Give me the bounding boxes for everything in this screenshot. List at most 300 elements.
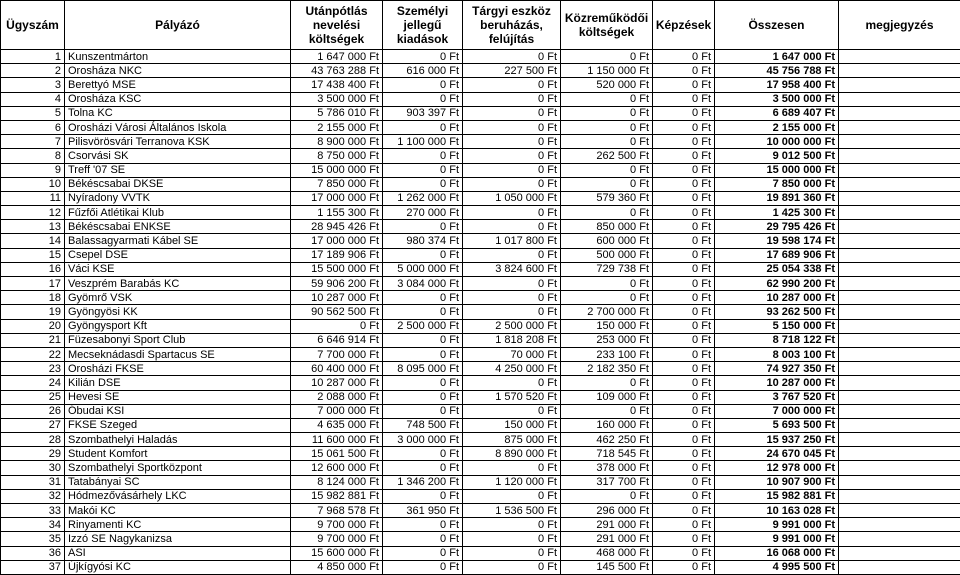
total-amount: 19 598 174 Ft (715, 234, 839, 248)
header-line: Pályázó (155, 18, 200, 32)
personnel-costs: 1 262 000 Ft (383, 191, 463, 205)
applicant-name: Student Komfort (65, 447, 291, 461)
personnel-costs: 1 346 200 Ft (383, 475, 463, 489)
total-amount: 3 767 520 Ft (715, 390, 839, 404)
applicant-name: Orosházi FKSE (65, 362, 291, 376)
applicant-name: Gyöngyösi KK (65, 305, 291, 319)
total-amount: 74 927 350 Ft (715, 362, 839, 376)
contributor-costs: 0 Ft (561, 291, 653, 305)
youth-costs: 6 646 914 Ft (291, 333, 383, 347)
youth-costs: 8 900 000 Ft (291, 135, 383, 149)
contributor-costs: 291 000 Ft (561, 532, 653, 546)
header-utanpotlas (291, 1, 383, 50)
row-number: 32 (1, 489, 65, 503)
remark (839, 362, 960, 376)
total-amount: 24 670 045 Ft (715, 447, 839, 461)
header-row (1, 1, 960, 50)
table-row (1, 518, 960, 532)
personnel-costs: 0 Ft (383, 305, 463, 319)
personnel-costs: 616 000 Ft (383, 64, 463, 78)
total-amount: 10 163 028 Ft (715, 504, 839, 518)
asset-investment: 0 Ft (463, 376, 561, 390)
applicant-name: Mecseknádasdi Spartacus SE (65, 347, 291, 361)
contributor-costs: 462 250 Ft (561, 433, 653, 447)
training-costs: 0 Ft (653, 135, 715, 149)
applicant-name: Rinyamenti KC (65, 518, 291, 532)
training-costs: 0 Ft (653, 206, 715, 220)
personnel-costs: 0 Ft (383, 546, 463, 560)
training-costs: 0 Ft (653, 78, 715, 92)
table-row (1, 120, 960, 134)
contributor-costs: 150 000 Ft (561, 319, 653, 333)
row-number: 21 (1, 333, 65, 347)
personnel-costs: 8 095 000 Ft (383, 362, 463, 376)
total-amount: 3 500 000 Ft (715, 92, 839, 106)
contributor-costs: 0 Ft (561, 50, 653, 64)
remark (839, 489, 960, 503)
total-amount: 5 693 500 Ft (715, 418, 839, 432)
remark (839, 390, 960, 404)
applicant-name: Makói KC (65, 504, 291, 518)
total-amount: 5 150 000 Ft (715, 319, 839, 333)
training-costs: 0 Ft (653, 475, 715, 489)
personnel-costs: 1 100 000 Ft (383, 135, 463, 149)
row-number: 3 (1, 78, 65, 92)
applicant-name: Békéscsabai ENKSE (65, 220, 291, 234)
contributor-costs: 0 Ft (561, 120, 653, 134)
row-number: 1 (1, 50, 65, 64)
total-amount: 7 000 000 Ft (715, 404, 839, 418)
header-megjegyzes (839, 1, 960, 50)
row-number: 12 (1, 206, 65, 220)
table-row (1, 376, 960, 390)
applicant-name: Szombathelyi Haladás (65, 433, 291, 447)
asset-investment: 0 Ft (463, 546, 561, 560)
row-number: 24 (1, 376, 65, 390)
header-line: Személyi (397, 4, 448, 18)
personnel-costs: 5 000 000 Ft (383, 262, 463, 276)
total-amount: 9 991 000 Ft (715, 518, 839, 532)
remark (839, 461, 960, 475)
youth-costs: 7 000 000 Ft (291, 404, 383, 418)
applicant-name: Újkígyósi KC (65, 560, 291, 574)
youth-costs: 17 000 000 Ft (291, 191, 383, 205)
asset-investment: 3 824 600 Ft (463, 262, 561, 276)
training-costs: 0 Ft (653, 518, 715, 532)
youth-costs: 15 061 500 Ft (291, 447, 383, 461)
training-costs: 0 Ft (653, 447, 715, 461)
applicant-name: Füzesabonyi Sport Club (65, 333, 291, 347)
contributor-costs: 468 000 Ft (561, 546, 653, 560)
asset-investment: 0 Ft (463, 291, 561, 305)
asset-investment: 0 Ft (463, 489, 561, 503)
personnel-costs: 0 Ft (383, 177, 463, 191)
asset-investment: 0 Ft (463, 461, 561, 475)
total-amount: 62 990 200 Ft (715, 277, 839, 291)
personnel-costs: 0 Ft (383, 120, 463, 134)
table-body (1, 50, 960, 575)
contributor-costs: 0 Ft (561, 163, 653, 177)
total-amount: 1 647 000 Ft (715, 50, 839, 64)
asset-investment: 0 Ft (463, 78, 561, 92)
asset-investment: 0 Ft (463, 560, 561, 574)
remark (839, 532, 960, 546)
contributor-costs: 718 545 Ft (561, 447, 653, 461)
asset-investment: 1 570 520 Ft (463, 390, 561, 404)
header-line: költségek (309, 32, 364, 46)
personnel-costs: 0 Ft (383, 291, 463, 305)
header-line: megjegyzés (865, 18, 933, 32)
remark (839, 546, 960, 560)
row-number: 7 (1, 135, 65, 149)
total-amount: 17 958 400 Ft (715, 78, 839, 92)
youth-costs: 0 Ft (291, 319, 383, 333)
total-amount: 15 982 881 Ft (715, 489, 839, 503)
training-costs: 0 Ft (653, 461, 715, 475)
youth-costs: 8 124 000 Ft (291, 475, 383, 489)
personnel-costs: 903 397 Ft (383, 106, 463, 120)
contributor-costs: 0 Ft (561, 177, 653, 191)
asset-investment: 150 000 Ft (463, 418, 561, 432)
contributor-costs: 1 150 000 Ft (561, 64, 653, 78)
total-amount: 45 756 788 Ft (715, 64, 839, 78)
remark (839, 106, 960, 120)
asset-investment: 0 Ft (463, 220, 561, 234)
row-number: 20 (1, 319, 65, 333)
table-row (1, 234, 960, 248)
header-line: beruházás, (480, 18, 543, 32)
contributor-costs: 262 500 Ft (561, 149, 653, 163)
remark (839, 234, 960, 248)
header-line: Utánpótlás (305, 4, 367, 18)
contributor-costs: 0 Ft (561, 277, 653, 291)
training-costs: 0 Ft (653, 319, 715, 333)
header-kozremukodoi (561, 1, 653, 50)
total-amount: 16 068 000 Ft (715, 546, 839, 560)
header-targyi (463, 1, 561, 50)
row-number: 8 (1, 149, 65, 163)
contributor-costs: 233 100 Ft (561, 347, 653, 361)
contributor-costs: 0 Ft (561, 206, 653, 220)
header-line: jellegű (403, 18, 441, 32)
table-row (1, 475, 960, 489)
youth-costs: 15 600 000 Ft (291, 546, 383, 560)
applicant-name: FKSE Szeged (65, 418, 291, 432)
row-number: 2 (1, 64, 65, 78)
personnel-costs: 0 Ft (383, 518, 463, 532)
applicant-name: Tolna KC (65, 106, 291, 120)
training-costs: 0 Ft (653, 191, 715, 205)
applicant-name: Csepel DSE (65, 248, 291, 262)
personnel-costs: 361 950 Ft (383, 504, 463, 518)
row-number: 4 (1, 92, 65, 106)
youth-costs: 10 287 000 Ft (291, 376, 383, 390)
total-amount: 9 991 000 Ft (715, 532, 839, 546)
remark (839, 248, 960, 262)
training-costs: 0 Ft (653, 149, 715, 163)
asset-investment: 0 Ft (463, 163, 561, 177)
personnel-costs: 0 Ft (383, 149, 463, 163)
table-row (1, 64, 960, 78)
personnel-costs: 0 Ft (383, 532, 463, 546)
contributor-costs: 2 700 000 Ft (561, 305, 653, 319)
table-row (1, 78, 960, 92)
header-line: nevelési (313, 18, 360, 32)
contributor-costs: 0 Ft (561, 135, 653, 149)
applicant-name: Veszprém Barabás KC (65, 277, 291, 291)
remark (839, 504, 960, 518)
training-costs: 0 Ft (653, 362, 715, 376)
contributor-costs: 0 Ft (561, 489, 653, 503)
table-row (1, 347, 960, 361)
remark (839, 149, 960, 163)
asset-investment: 2 500 000 Ft (463, 319, 561, 333)
table-row (1, 333, 960, 347)
personnel-costs: 0 Ft (383, 404, 463, 418)
table-row (1, 149, 960, 163)
applicant-name: Kunszentmárton (65, 50, 291, 64)
training-costs: 0 Ft (653, 418, 715, 432)
asset-investment: 0 Ft (463, 50, 561, 64)
personnel-costs: 0 Ft (383, 489, 463, 503)
remark (839, 92, 960, 106)
asset-investment: 4 250 000 Ft (463, 362, 561, 376)
row-number: 18 (1, 291, 65, 305)
total-amount: 1 425 300 Ft (715, 206, 839, 220)
youth-costs: 15 982 881 Ft (291, 489, 383, 503)
youth-costs: 3 500 000 Ft (291, 92, 383, 106)
personnel-costs: 3 000 000 Ft (383, 433, 463, 447)
youth-costs: 4 850 000 Ft (291, 560, 383, 574)
total-amount: 15 937 250 Ft (715, 433, 839, 447)
personnel-costs: 748 500 Ft (383, 418, 463, 432)
contributor-costs: 291 000 Ft (561, 518, 653, 532)
personnel-costs: 0 Ft (383, 560, 463, 574)
row-number: 10 (1, 177, 65, 191)
remark (839, 376, 960, 390)
training-costs: 0 Ft (653, 489, 715, 503)
personnel-costs: 0 Ft (383, 92, 463, 106)
youth-costs: 43 763 288 Ft (291, 64, 383, 78)
applicant-name: Orosházi Városi Általános Iskola (65, 120, 291, 134)
table-row (1, 50, 960, 64)
applicant-name: ASI (65, 546, 291, 560)
total-amount: 29 795 426 Ft (715, 220, 839, 234)
contributor-costs: 296 000 Ft (561, 504, 653, 518)
personnel-costs: 0 Ft (383, 447, 463, 461)
applicant-name: Treff '07 SE (65, 163, 291, 177)
applicant-name: Pilisvörösvári Terranova KSK (65, 135, 291, 149)
total-amount: 10 287 000 Ft (715, 291, 839, 305)
applicant-name: Izzó SE Nagykanizsa (65, 532, 291, 546)
remark (839, 64, 960, 78)
contributor-costs: 500 000 Ft (561, 248, 653, 262)
remark (839, 277, 960, 291)
youth-costs: 1 155 300 Ft (291, 206, 383, 220)
remark (839, 78, 960, 92)
row-number: 35 (1, 532, 65, 546)
table-row (1, 418, 960, 432)
contributor-costs: 0 Ft (561, 376, 653, 390)
row-number: 6 (1, 120, 65, 134)
row-number: 16 (1, 262, 65, 276)
row-number: 14 (1, 234, 65, 248)
total-amount: 6 689 407 Ft (715, 106, 839, 120)
row-number: 31 (1, 475, 65, 489)
training-costs: 0 Ft (653, 64, 715, 78)
personnel-costs: 2 500 000 Ft (383, 319, 463, 333)
row-number: 25 (1, 390, 65, 404)
youth-costs: 7 850 000 Ft (291, 177, 383, 191)
contributor-costs: 850 000 Ft (561, 220, 653, 234)
applicant-name: Gyöngysport Kft (65, 319, 291, 333)
youth-costs: 1 647 000 Ft (291, 50, 383, 64)
remark (839, 447, 960, 461)
youth-costs: 17 438 400 Ft (291, 78, 383, 92)
youth-costs: 15 500 000 Ft (291, 262, 383, 276)
asset-investment: 0 Ft (463, 277, 561, 291)
applicant-name: Szombathelyi Sportközpont (65, 461, 291, 475)
applicant-name: Berettyó MSE (65, 78, 291, 92)
remark (839, 433, 960, 447)
personnel-costs: 3 084 000 Ft (383, 277, 463, 291)
table-row (1, 433, 960, 447)
table-row (1, 504, 960, 518)
applicant-name: Hódmezővásárhely LKC (65, 489, 291, 503)
table-row (1, 191, 960, 205)
row-number: 37 (1, 560, 65, 574)
table-row (1, 532, 960, 546)
personnel-costs: 0 Ft (383, 333, 463, 347)
remark (839, 518, 960, 532)
total-amount: 93 262 500 Ft (715, 305, 839, 319)
training-costs: 0 Ft (653, 305, 715, 319)
training-costs: 0 Ft (653, 163, 715, 177)
asset-investment: 0 Ft (463, 532, 561, 546)
row-number: 36 (1, 546, 65, 560)
training-costs: 0 Ft (653, 248, 715, 262)
personnel-costs: 0 Ft (383, 461, 463, 475)
asset-investment: 0 Ft (463, 518, 561, 532)
personnel-costs: 0 Ft (383, 78, 463, 92)
total-amount: 4 995 500 Ft (715, 560, 839, 574)
table-row (1, 206, 960, 220)
asset-investment: 0 Ft (463, 120, 561, 134)
personnel-costs: 0 Ft (383, 220, 463, 234)
youth-costs: 10 287 000 Ft (291, 291, 383, 305)
contributor-costs: 0 Ft (561, 106, 653, 120)
youth-costs: 4 635 000 Ft (291, 418, 383, 432)
training-costs: 0 Ft (653, 262, 715, 276)
asset-investment: 1 120 000 Ft (463, 475, 561, 489)
training-costs: 0 Ft (653, 376, 715, 390)
table-row (1, 390, 960, 404)
table-row (1, 489, 960, 503)
youth-costs: 90 562 500 Ft (291, 305, 383, 319)
total-amount: 10 907 900 Ft (715, 475, 839, 489)
total-amount: 10 000 000 Ft (715, 135, 839, 149)
youth-costs: 2 088 000 Ft (291, 390, 383, 404)
training-costs: 0 Ft (653, 333, 715, 347)
contributor-costs: 378 000 Ft (561, 461, 653, 475)
total-amount: 25 054 338 Ft (715, 262, 839, 276)
total-amount: 15 000 000 Ft (715, 163, 839, 177)
table-row (1, 319, 960, 333)
table-row (1, 560, 960, 574)
training-costs: 0 Ft (653, 120, 715, 134)
table-row (1, 291, 960, 305)
table-row (1, 92, 960, 106)
applicant-name: Óbudai KSI (65, 404, 291, 418)
asset-investment: 1 050 000 Ft (463, 191, 561, 205)
total-amount: 8 718 122 Ft (715, 333, 839, 347)
row-number: 23 (1, 362, 65, 376)
youth-costs: 11 600 000 Ft (291, 433, 383, 447)
header-palyazo (65, 1, 291, 50)
training-costs: 0 Ft (653, 220, 715, 234)
youth-costs: 7 700 000 Ft (291, 347, 383, 361)
youth-costs: 60 400 000 Ft (291, 362, 383, 376)
header-line: Ügyszám (6, 18, 59, 32)
remark (839, 404, 960, 418)
training-costs: 0 Ft (653, 277, 715, 291)
training-costs: 0 Ft (653, 404, 715, 418)
personnel-costs: 0 Ft (383, 390, 463, 404)
applicant-name: Tatabányai SC (65, 475, 291, 489)
total-amount: 17 689 906 Ft (715, 248, 839, 262)
total-amount: 9 012 500 Ft (715, 149, 839, 163)
asset-investment: 1 017 800 Ft (463, 234, 561, 248)
header-line: Tárgyi eszköz (472, 4, 551, 18)
header-line: felújítás (489, 32, 534, 46)
asset-investment: 0 Ft (463, 106, 561, 120)
contributor-costs: 109 000 Ft (561, 390, 653, 404)
remark (839, 418, 960, 432)
training-costs: 0 Ft (653, 546, 715, 560)
remark (839, 475, 960, 489)
training-costs: 0 Ft (653, 106, 715, 120)
row-number: 29 (1, 447, 65, 461)
asset-investment: 0 Ft (463, 248, 561, 262)
row-number: 9 (1, 163, 65, 177)
remark (839, 347, 960, 361)
contributor-costs: 0 Ft (561, 92, 653, 106)
remark (839, 560, 960, 574)
remark (839, 319, 960, 333)
table-row (1, 106, 960, 120)
training-costs: 0 Ft (653, 504, 715, 518)
row-number: 5 (1, 106, 65, 120)
training-costs: 0 Ft (653, 532, 715, 546)
table-row (1, 461, 960, 475)
asset-investment: 70 000 Ft (463, 347, 561, 361)
table-row (1, 248, 960, 262)
table-row (1, 447, 960, 461)
contributor-costs: 520 000 Ft (561, 78, 653, 92)
table-row (1, 546, 960, 560)
contributor-costs: 600 000 Ft (561, 234, 653, 248)
row-number: 13 (1, 220, 65, 234)
personnel-costs: 0 Ft (383, 50, 463, 64)
remark (839, 262, 960, 276)
personnel-costs: 0 Ft (383, 376, 463, 390)
row-number: 17 (1, 277, 65, 291)
header-line: költségek (579, 25, 634, 39)
remark (839, 305, 960, 319)
row-number: 22 (1, 347, 65, 361)
personnel-costs: 0 Ft (383, 347, 463, 361)
row-number: 11 (1, 191, 65, 205)
